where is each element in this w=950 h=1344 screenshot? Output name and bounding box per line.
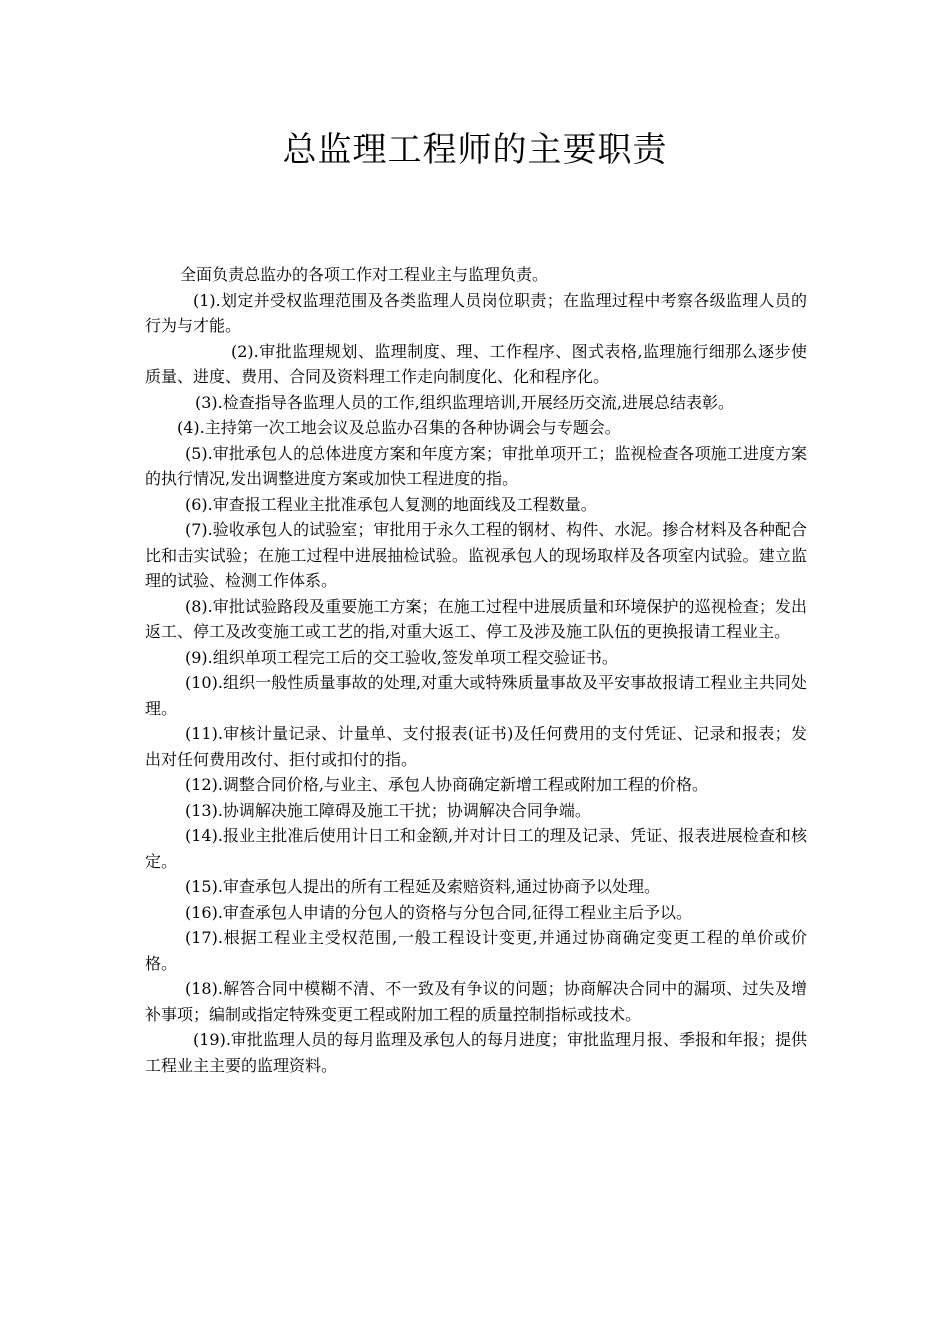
duty-item-11: (11).审核计量记录、计量单、支付报表(证书)及任何费用的支付凭证、记录和报表；发出对任何费用改付、拒付或扣付的指。 bbox=[145, 724, 807, 769]
duty-item-18: (18).解答合同中模糊不清、不一致及有争议的问题；协商解决合同中的漏项、过失及增补事项；编制或指定特殊变更工程或附加工程的质量控制指标或技术。 bbox=[145, 979, 807, 1024]
duty-item-10: (10).组织一般性质量事故的处理,对重大或特殊质量事故及平安事故报请工程业主共同处理。 bbox=[145, 673, 807, 718]
document-title: 总监理工程师的主要职责 bbox=[282, 130, 668, 170]
duty-item-4: (4).主持第一次工地会议及总监办召集的各种协调会与专题会。 bbox=[177, 418, 621, 437]
duty-item-19: (19).审批监理人员的每月监理及承包人的每月进度；审批监理月报、季报和年报；提供工程业主主要的监理资料。 bbox=[145, 1030, 807, 1075]
duty-item-17: (17).根据工程业主受权范围,一般工程设计变更,并通过协商确定变更工程的单价或价格。 bbox=[145, 928, 807, 973]
duty-item-5: (5).审批承包人的总体进度方案和年度方案；审批单项开工；监视检查各项施工进度方案的执行情况,发出调整进度方案或加快工程进度的指。 bbox=[145, 443, 807, 488]
duty-item-1: (1).划定并受权监理范围及各类监理人员岗位职责；在监理过程中考察各级监理人员的行为与才能。 bbox=[145, 290, 807, 335]
duty-item-8: (8).审批试验路段及重要施工方案；在施工过程中进展质量和环境保护的巡视检查；发出返工、停工及改变施工或工艺的指,对重大返工、停工及涉及施工队伍的更换报请工程业主。 bbox=[145, 596, 807, 641]
duty-item-16: (16).审查承包人申请的分包人的资格与分包合同,征得工程业主后予以。 bbox=[185, 902, 693, 922]
duty-item-15: (15).审查承包人提出的所有工程延及索赔资料,通过协商予以处理。 bbox=[185, 877, 661, 896]
document-body bbox=[145, 262, 807, 1078]
duty-item-6: (6).审查报工程业主批准承包人复测的地面线及工程数量。 bbox=[185, 494, 597, 514]
duty-item-2: (2).审批监理规划、监理制度、理、工作程序、图式表格,监理施行细那么逐步使质量、进度、费用、合同及资料理工作走向制度化、化和程序化。 bbox=[145, 341, 807, 386]
intro-paragraph: 全面负责总监办的各项工作对工程业主与监理负责。 bbox=[180, 265, 549, 284]
duty-item-14: (14).报业主批准后使用计日工和金额,并对计日工的理及记录、凭证、报表进展检查和核定。 bbox=[145, 826, 807, 871]
duty-item-7: (7).验收承包人的试验室；审批用于永久工程的钢材、构件、水泥。掺合材料及各种配合比和击实试验；在施工过程中进展抽检试验。监视承包人的现场取样及各项室内试验。建立监理的试验、检测工作体系。 bbox=[145, 520, 807, 590]
duty-item-12: (12).调整合同价格,与业主、承包人协商确定新增工程或附加工程的价格。 bbox=[185, 775, 709, 794]
duty-item-13: (13).协调解决施工障碍及施工干扰；协调解决合同争端。 bbox=[185, 800, 591, 820]
duty-item-3: (3).检查指导各监理人员的工作,组织监理培训,开展经历交流,进展总结表彰。 bbox=[195, 392, 735, 412]
duty-item-9: (9).组织单项工程完工后的交工验收,签发单项工程交验证书。 bbox=[185, 647, 618, 667]
